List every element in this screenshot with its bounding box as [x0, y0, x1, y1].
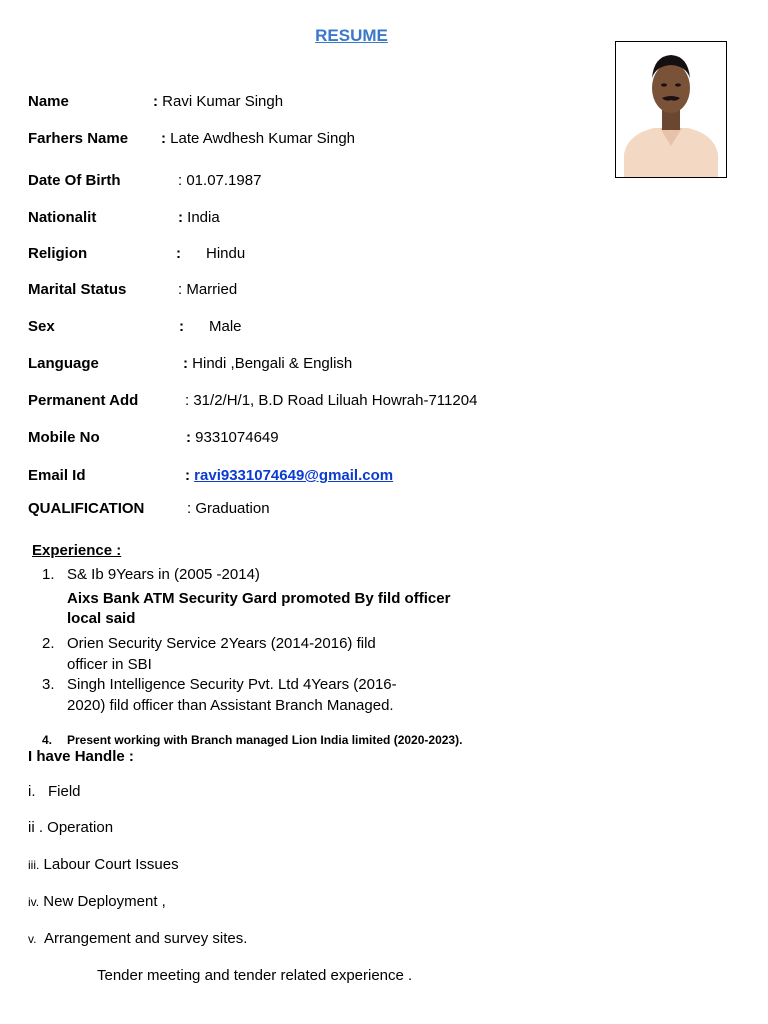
experience-item-2-line-2: officer in SBI — [67, 656, 152, 673]
handle-item — [28, 930, 247, 947]
handle-text: Arrangement and survey sites. — [43, 930, 248, 947]
handle-item — [28, 856, 179, 873]
experience-line: Singh Intelligence Security Pvt. Ltd 4Years (2016- — [67, 676, 397, 693]
experience-line: Present working with Branch managed Lion India limited (2020-2023). — [67, 733, 463, 747]
dob-text: 01.07.1987 — [186, 172, 262, 189]
permanent-address-text: 31/2/H/1, B.D Road Liluah Howrah-711204 — [193, 392, 478, 409]
value-mobile: : 9331074649 — [186, 429, 279, 446]
mobile-text: 9331074649 — [195, 429, 279, 446]
handle-number: ii . — [28, 819, 43, 836]
value-qualification: : Graduation — [187, 500, 270, 517]
experience-heading: Experience : — [32, 542, 122, 559]
qualification-text: Graduation — [195, 500, 270, 517]
label-sex: Sex — [28, 318, 55, 335]
handle-heading: I have Handle : — [28, 748, 134, 765]
language-text: Hindi ,Bengali & English — [192, 355, 353, 372]
experience-item-2 — [42, 635, 376, 652]
fathers-name-text: Late Awdhesh Kumar Singh — [170, 130, 356, 147]
value-email: : ravi9331074649@gmail.com — [185, 467, 394, 484]
experience-item-1-line-3: local said — [67, 610, 136, 627]
profile-photo — [615, 41, 727, 178]
experience-number: 2. — [42, 635, 55, 652]
handle-text: New Deployment , — [43, 893, 166, 910]
experience-line: S& Ib 9Years in (2005 -2014) — [67, 566, 260, 583]
person-portrait-icon — [616, 42, 726, 177]
nationality-text: India — [187, 209, 220, 226]
handle-item — [28, 893, 166, 910]
value-name: : Ravi Kumar Singh — [153, 93, 284, 110]
resume-title: RESUME — [315, 26, 388, 45]
handle-number: iii. — [28, 858, 40, 872]
label-language: Language — [28, 355, 99, 372]
handle-number: iv. — [28, 895, 40, 909]
experience-number: 1. — [42, 566, 55, 583]
label-fathers-name: Farhers Name — [28, 130, 129, 147]
experience-item-3-line-2: 2020) fild officer than Assistant Branch Managed. — [67, 697, 394, 714]
label-nationality: Nationalit — [28, 209, 97, 226]
religion-text: Hindu — [206, 245, 246, 262]
handle-text: Labour Court Issues — [43, 856, 179, 873]
label-qualification: QUALIFICATION — [28, 500, 145, 517]
experience-item-4 — [42, 733, 462, 747]
email-link[interactable]: ravi9331074649@gmail.com — [194, 467, 394, 484]
handle-number: i. — [28, 783, 36, 800]
handle-item — [28, 783, 81, 800]
label-permanent-address: Permanent Add — [28, 392, 139, 409]
handle-text: Operation — [47, 819, 114, 836]
value-permanent-address: : 31/2/H/1, B.D Road Liluah Howrah-711204 — [185, 392, 478, 409]
value-fathers-name: : Late Awdhesh Kumar Singh — [161, 130, 356, 147]
experience-line: Orien Security Service 2Years (2014-2016) fild — [67, 635, 376, 652]
label-email: Email Id — [28, 467, 86, 484]
label-dob: Date Of Birth — [28, 172, 121, 189]
value-religion: : Hindu — [176, 245, 246, 262]
handle-item — [28, 819, 113, 836]
name-text: Ravi Kumar Singh — [162, 93, 284, 110]
value-dob: : 01.07.1987 — [178, 172, 262, 189]
value-language: : Hindi ,Bengali & English — [183, 355, 353, 372]
label-mobile: Mobile No — [28, 429, 100, 446]
experience-number: 4. — [42, 733, 53, 747]
marital-status-text: Married — [186, 281, 238, 298]
experience-item-3 — [42, 676, 397, 693]
experience-item-1 — [42, 566, 260, 583]
value-nationality: : India — [178, 209, 220, 226]
handle-number: v. — [28, 932, 37, 946]
label-name: Name — [28, 93, 69, 110]
label-marital-status: Marital Status — [28, 281, 127, 298]
handle-footer: Tender meeting and tender related experience . — [97, 967, 413, 984]
handle-text: Field — [48, 783, 81, 800]
label-religion: Religion — [28, 245, 88, 262]
sex-text: Male — [209, 318, 242, 335]
experience-item-1-line-2: Aixs Bank ATM Security Gard promoted By fild officer — [67, 590, 451, 607]
experience-number: 3. — [42, 676, 55, 693]
value-sex: : Male — [179, 318, 242, 335]
value-marital-status: : Married — [178, 281, 238, 298]
